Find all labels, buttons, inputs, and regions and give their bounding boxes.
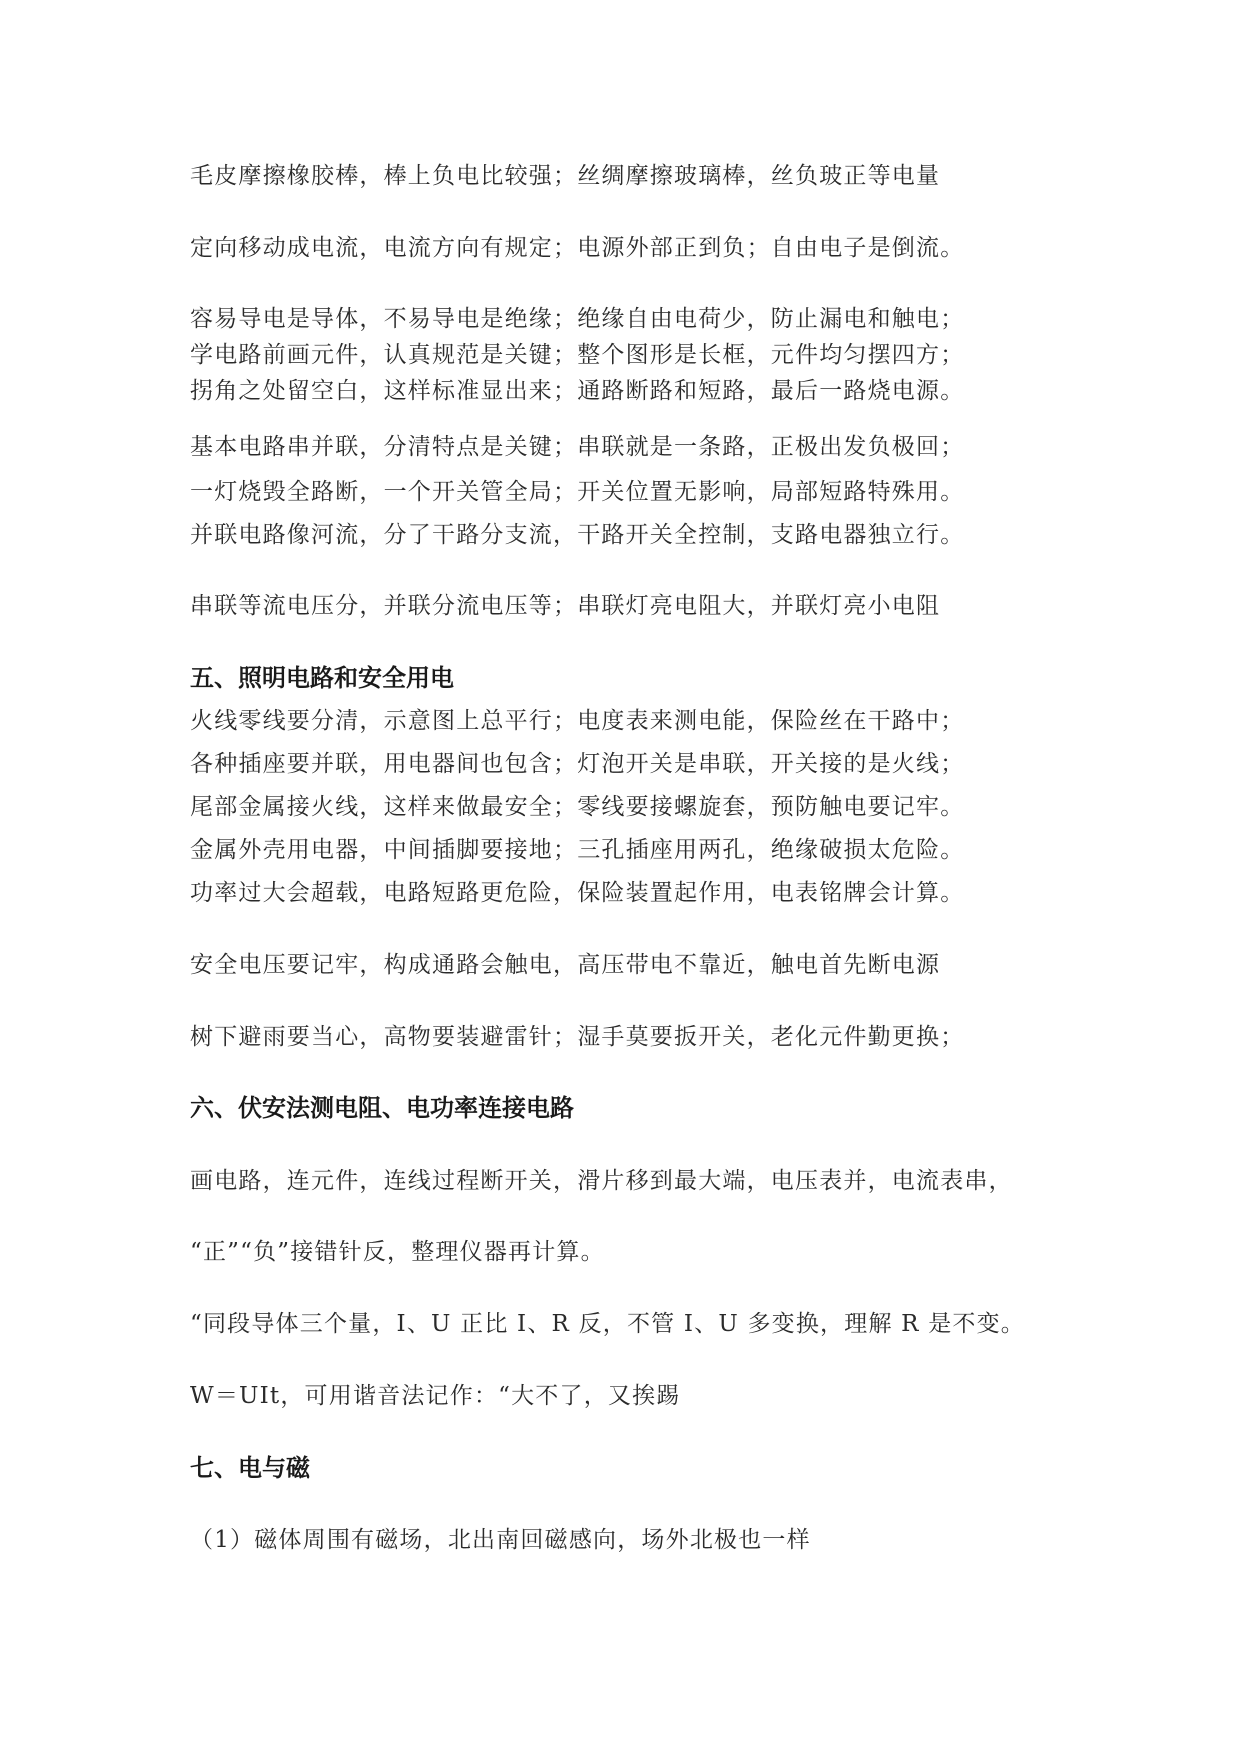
circuit-line-6: 并联电路像河流，分了干路分支流，干路开关全控制，支路电器独立行。: [190, 522, 965, 548]
section-5-line-5: 功率过大会超载，电路短路更危险，保险装置起作用，电表铭牌会计算。: [190, 880, 965, 906]
section-5-line-4: 金属外壳用电器，中间插脚要接地；三孔插座用两孔，绝缘破损太危险。: [190, 837, 965, 863]
series-parallel-line: 串联等流电压分，并联分流电压等；串联灯亮电阻大，并联灯亮小电阻: [190, 593, 941, 619]
section-5-line-2: 各种插座要并联，用电器间也包含；灯泡开关是串联，开关接的是火线；: [190, 751, 965, 777]
circuit-line-2: 学电路前画元件，认真规范是关键；整个图形是长框，元件均匀摆四方；: [190, 342, 965, 368]
section-7-line-1: （1）磁体周围有磁场，北出南回磁感向，场外北极也一样: [190, 1527, 811, 1553]
lightning-line: 树下避雨要当心，高物要装避雷针；湿手莫要扳开关，老化元件勤更换；: [190, 1024, 965, 1050]
circuit-line-4: 基本电路串并联，分清特点是关键；串联就是一条路，正极出发负极回；: [190, 434, 965, 460]
circuit-line-1: 容易导电是导体，不易导电是绝缘；绝缘自由电荷少，防止漏电和触电；: [190, 306, 965, 332]
circuit-line-5: 一灯烧毁全路断，一个开关管全局；开关位置无影响，局部短路特殊用。: [190, 479, 965, 505]
section-5-line-1: 火线零线要分清，示意图上总平行；电度表来测电能，保险丝在干路中；: [190, 708, 965, 734]
section-6-line-1: 画电路，连元件，连线过程断开关，滑片移到最大端，电压表并，电流表串，: [190, 1168, 1013, 1194]
section-7-heading: 七、电与磁: [190, 1454, 310, 1482]
circuit-line-3: 拐角之处留空白，这样标准显出来；通路断路和短路，最后一路烧电源。: [190, 378, 965, 404]
charge-line-2: 定向移动成电流，电流方向有规定；电源外部正到负；自由电子是倒流。: [190, 235, 965, 261]
section-6-line-4: W＝UIt，可用谐音法记作：“大不了，又挨踢: [190, 1383, 681, 1409]
section-6-heading: 六、伏安法测电阻、电功率连接电路: [190, 1094, 574, 1122]
safety-voltage-line: 安全电压要记牢，构成通路会触电，高压带电不靠近，触电首先断电源: [190, 952, 941, 978]
section-6-line-2: “正”“负”接错针反，整理仪器再计算。: [190, 1239, 605, 1265]
section-5-heading: 五、照明电路和安全用电: [190, 664, 454, 692]
charge-line-1: 毛皮摩擦橡胶棒，棒上负电比较强；丝绸摩擦玻璃棒，丝负玻正等电量: [190, 163, 941, 189]
section-5-line-3: 尾部金属接火线，这样来做最安全；零线要接螺旋套，预防触电要记牢。: [190, 794, 965, 820]
section-6-line-3: “同段导体三个量，I、U 正比 I、R 反，不管 I、U 多变换，理解 R 是不变。: [190, 1311, 1025, 1337]
